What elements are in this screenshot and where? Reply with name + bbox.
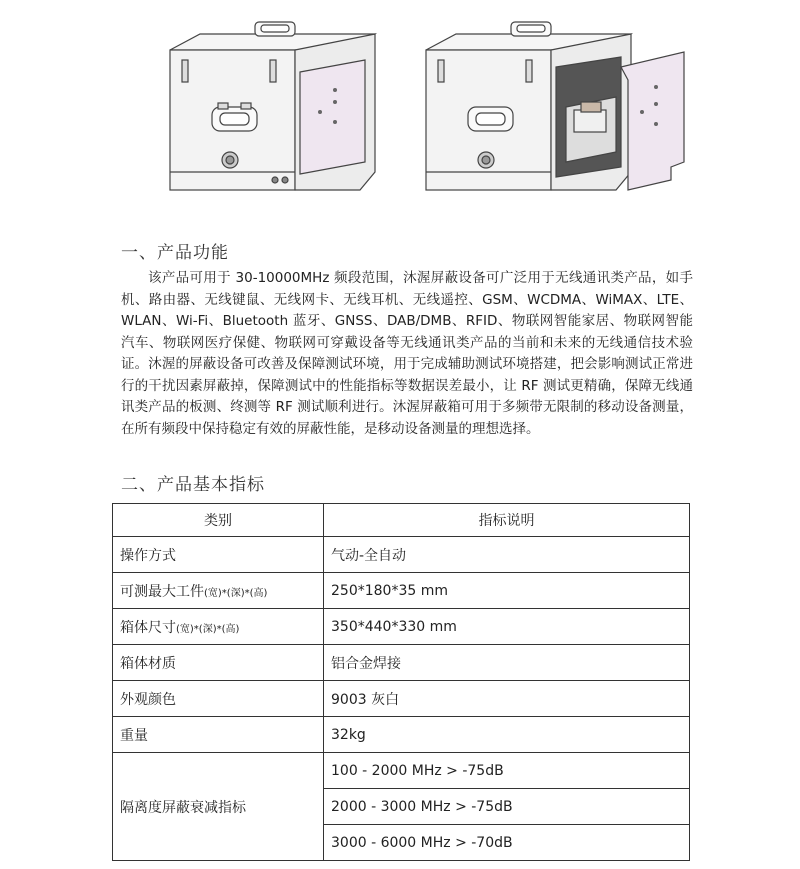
row-label-text: 外观颜色 xyxy=(120,691,176,708)
product-function-paragraph: 该产品可用于 30-10000MHz 频段范围，沐渥屏蔽设备可广泛用于无线通讯类产品，如手机、路由器、无线键鼠、无线网卡、无线耳机、无线遥控、GSM、WCDMA、WiMAX、LTE、WLAN、Wi-Fi、Bluetooth 蓝牙、GNSS、DAB/DMB、RFID、物联网智能家居、物联网智能汽车、物联网医疗保健、物联网可穿戴设备等无线通讯类产品的当前和未来的无线通信技术验证。沐渥的屏蔽设备可改善及保障测试环境，用于完成辅助测试环境搭建，把会影响测试正常进行的干扰因素屏蔽掉，保障测试中的性能指标等数据误差最小，让 RF 测试更精确，保障无线通讯类产品的板测、终测等 RF 测试顺利进行。沐渥屏蔽箱可用于多频带无限制的移动设备测量，在所有频段中保持稳定有效的屏蔽性能，是移动设备测量的理想选择。 xyxy=(121,270,693,437)
shield-box-closed-illustration xyxy=(160,12,385,197)
attenuation-value: 100 - 2000 MHz > -75dB xyxy=(324,753,690,789)
row-value: 铝合金焊接 xyxy=(324,645,690,681)
attenuation-value: 3000 - 6000 MHz > -70dB xyxy=(324,825,690,861)
row-value: 气动-全自动 xyxy=(324,537,690,573)
row-label xyxy=(113,537,324,573)
table-row xyxy=(113,609,690,645)
table-row xyxy=(113,537,690,573)
row-label-text: 重量 xyxy=(120,727,148,744)
section-title-basic-specs: 二、产品基本指标 xyxy=(121,475,265,495)
table-row xyxy=(113,717,690,753)
row-label xyxy=(113,645,324,681)
row-label xyxy=(113,573,324,609)
table-row xyxy=(113,573,690,609)
header-description: 指标说明 xyxy=(324,504,690,537)
row-label-text: 可测最大工件 xyxy=(120,583,204,600)
row-label xyxy=(113,609,324,645)
row-value: 9003 灰白 xyxy=(324,681,690,717)
shield-box-open-illustration xyxy=(416,12,696,197)
section-title-product-function: 一、产品功能 xyxy=(121,243,229,263)
table-row xyxy=(113,645,690,681)
spec-table-header xyxy=(113,504,690,537)
row-label-text: 操作方式 xyxy=(120,547,176,564)
row-value: 32kg xyxy=(324,717,690,753)
row-label-suffix: (宽)*(深)*(高) xyxy=(176,623,240,635)
table-row xyxy=(113,681,690,717)
row-label-text: 箱体材质 xyxy=(120,655,176,672)
row-label xyxy=(113,681,324,717)
row-value: 250*180*35 mm xyxy=(324,573,690,609)
spec-table xyxy=(112,503,690,861)
table-row xyxy=(113,753,690,789)
attenuation-label: 隔离度屏蔽衰减指标 xyxy=(113,753,324,861)
row-value: 350*440*330 mm xyxy=(324,609,690,645)
product-figures xyxy=(0,0,800,215)
row-label xyxy=(113,717,324,753)
row-label-suffix: (宽)*(深)*(高) xyxy=(204,587,268,599)
row-label-text: 箱体尺寸 xyxy=(120,619,176,636)
header-category: 类别 xyxy=(113,504,324,537)
attenuation-value: 2000 - 3000 MHz > -75dB xyxy=(324,789,690,825)
